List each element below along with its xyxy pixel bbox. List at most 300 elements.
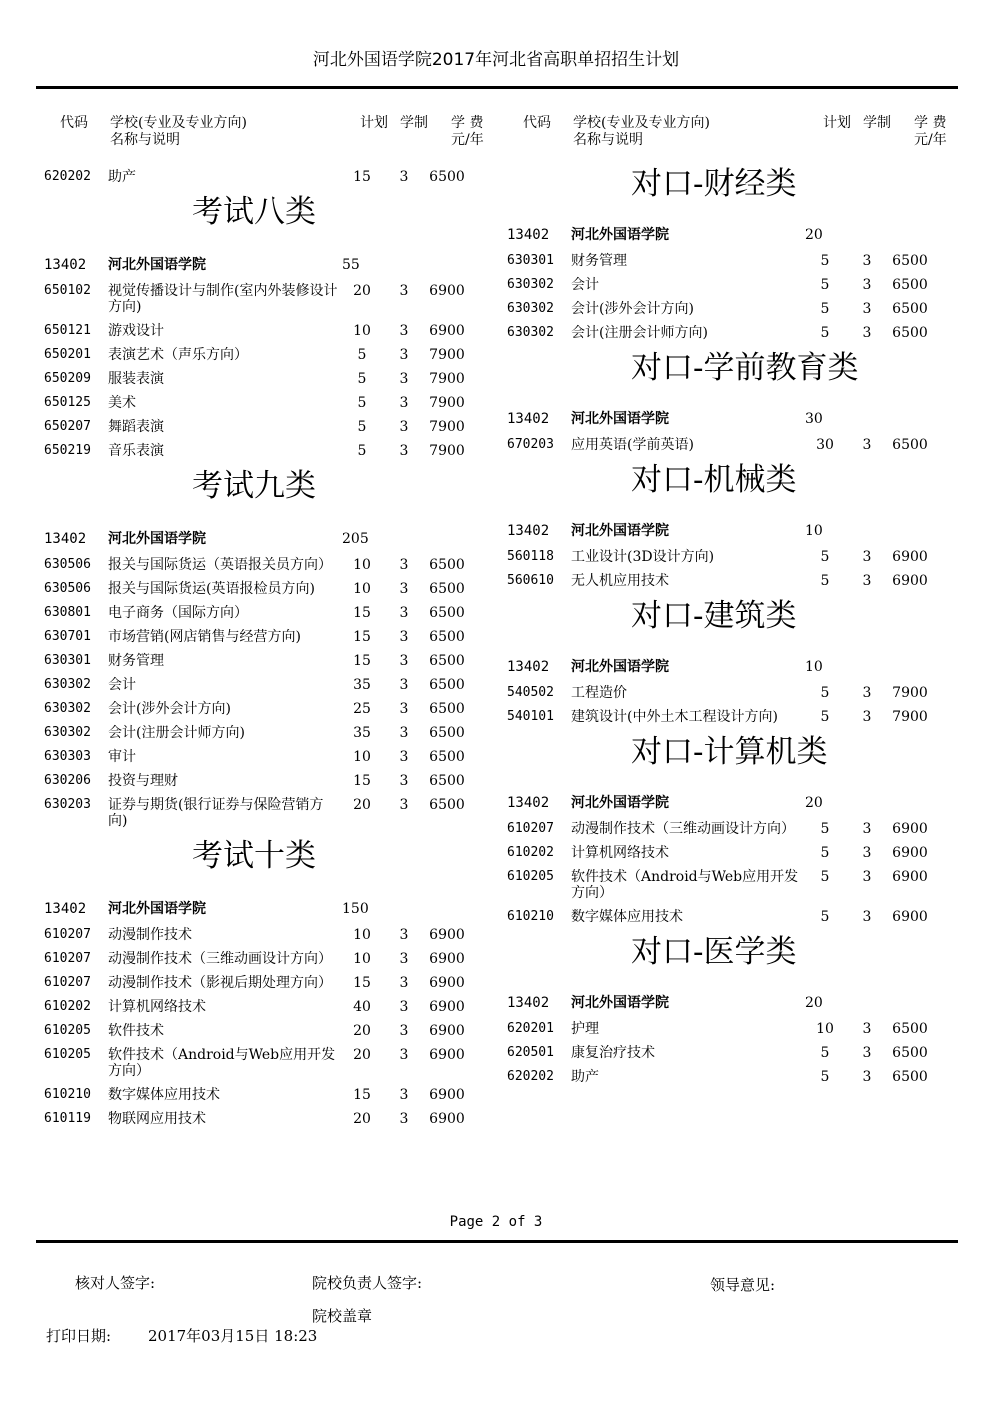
major-name-cell: 投资与理财 — [108, 773, 178, 789]
plan-cell: 15 — [353, 773, 371, 789]
principal-signature-label: 院校负责人签字: — [312, 1274, 423, 1292]
years-cell: 3 — [399, 999, 409, 1015]
table-row — [38, 553, 493, 577]
fee-cell: 7900 — [429, 395, 465, 411]
table-row — [38, 793, 493, 833]
school-name-cell: 河北外国语学院 — [108, 257, 206, 273]
plan-cell: 10 — [353, 557, 371, 573]
plan-cell: 55 — [342, 257, 360, 273]
checker-signature-label: 核对人签字: — [75, 1274, 156, 1292]
code-cell: 540101 — [507, 709, 554, 724]
years-cell: 3 — [862, 821, 872, 837]
fee-cell: 6900 — [892, 909, 928, 925]
fee-cell: 6900 — [429, 1087, 465, 1103]
years-cell: 3 — [862, 1069, 872, 1085]
plan-cell: 35 — [353, 725, 371, 741]
major-name-cell: 会计(注册会计师方向) — [108, 725, 245, 741]
fee-cell: 6900 — [892, 845, 928, 861]
plan-cell: 15 — [353, 1087, 371, 1103]
fee-cell: 6500 — [429, 677, 465, 693]
table-row — [38, 721, 493, 745]
top-rule — [36, 86, 958, 89]
major-name-cell: 数字媒体应用技术 — [571, 909, 683, 925]
plan-cell: 20 — [353, 1111, 371, 1127]
major-name-cell: 报关与国际货运（英语报关员方向） — [108, 557, 332, 573]
years-cell: 3 — [399, 283, 409, 299]
years-cell: 3 — [399, 653, 409, 669]
plan-cell: 20 — [353, 283, 371, 299]
plan-cell: 5 — [820, 1045, 830, 1061]
years-cell: 3 — [862, 549, 872, 565]
plan-cell: 5 — [357, 371, 367, 387]
years-cell: 3 — [399, 323, 409, 339]
major-name-cell: 财务管理 — [571, 253, 627, 269]
table-row — [38, 279, 493, 319]
years-cell: 3 — [399, 725, 409, 741]
table-row — [38, 971, 493, 995]
category-heading: 对口-计算机类 — [631, 734, 828, 770]
years-cell: 3 — [399, 975, 409, 991]
school-name-cell: 河北外国语学院 — [571, 411, 669, 427]
code-cell: 630302 — [507, 301, 554, 316]
major-name-cell: 审计 — [108, 749, 136, 765]
table-row — [501, 865, 956, 905]
major-name-cell: 数字媒体应用技术 — [108, 1087, 220, 1103]
school-row — [38, 525, 493, 553]
plan-cell: 5 — [357, 347, 367, 363]
plan-cell: 20 — [805, 995, 823, 1011]
header-years: 学制 — [863, 115, 891, 131]
major-name-cell: 市场营销(网店销售与经营方向) — [108, 629, 301, 645]
years-cell: 3 — [399, 927, 409, 943]
category-heading: 考试八类 — [192, 194, 316, 230]
plan-cell: 20 — [805, 795, 823, 811]
table-row — [38, 391, 493, 415]
table-row — [501, 569, 956, 593]
print-date-label: 打印日期: — [46, 1327, 112, 1345]
plan-cell: 5 — [820, 253, 830, 269]
code-cell: 610205 — [44, 1047, 91, 1062]
school-row — [38, 251, 493, 279]
right-table-header — [501, 115, 956, 165]
major-name-cell: 会计(涉外会计方向) — [108, 701, 231, 717]
table-row — [501, 905, 956, 929]
plan-cell: 10 — [353, 581, 371, 597]
code-cell: 610207 — [44, 927, 91, 942]
plan-cell: 5 — [820, 709, 830, 725]
plan-cell: 5 — [357, 443, 367, 459]
years-cell: 3 — [399, 605, 409, 621]
years-cell: 3 — [862, 253, 872, 269]
code-cell: 630206 — [44, 773, 91, 788]
school-seal-label: 院校盖章 — [312, 1307, 373, 1325]
major-name-cell: 视觉传播设计与制作(室内外装修设计方向) — [108, 283, 338, 315]
major-name-cell: 动漫制作技术（三维动画设计方向） — [571, 821, 795, 837]
school-name-cell: 河北外国语学院 — [571, 659, 669, 675]
category-heading: 对口-财经类 — [631, 166, 797, 202]
table-row — [38, 439, 493, 463]
page-number: Page 2 of 3 — [449, 1214, 543, 1230]
major-name-cell: 计算机网络技术 — [571, 845, 669, 861]
years-cell: 3 — [399, 419, 409, 435]
code-cell: 630801 — [44, 605, 91, 620]
plan-cell: 10 — [805, 523, 823, 539]
fee-cell: 6500 — [892, 1069, 928, 1085]
major-name-cell: 应用英语(学前英语) — [571, 437, 694, 453]
table-row — [38, 165, 493, 189]
plan-cell: 25 — [353, 701, 371, 717]
fee-cell: 7900 — [892, 685, 928, 701]
code-cell: 610205 — [44, 1023, 91, 1038]
fee-cell: 6500 — [892, 1021, 928, 1037]
code-cell: 610202 — [507, 845, 554, 860]
table-row — [38, 995, 493, 1019]
school-name-cell: 河北外国语学院 — [108, 901, 206, 917]
table-row — [38, 769, 493, 793]
plan-cell: 20 — [353, 797, 371, 813]
table-row — [38, 343, 493, 367]
years-cell: 3 — [862, 437, 872, 453]
years-cell: 3 — [399, 347, 409, 363]
code-cell: 560118 — [507, 549, 554, 564]
fee-cell: 6500 — [429, 749, 465, 765]
major-name-cell: 工程造价 — [571, 685, 627, 701]
years-cell: 3 — [399, 557, 409, 573]
years-cell: 3 — [399, 395, 409, 411]
code-cell: 650121 — [44, 323, 91, 338]
fee-cell: 6500 — [429, 557, 465, 573]
plan-cell: 30 — [816, 437, 834, 453]
major-name-cell: 会计 — [108, 677, 136, 693]
fee-cell: 6500 — [429, 773, 465, 789]
code-cell: 13402 — [44, 257, 87, 273]
years-cell: 3 — [862, 709, 872, 725]
table-row — [501, 841, 956, 865]
fee-cell: 7900 — [429, 347, 465, 363]
code-cell: 13402 — [507, 995, 550, 1011]
table-row — [38, 415, 493, 439]
table-row — [38, 1019, 493, 1043]
fee-cell: 6900 — [429, 1111, 465, 1127]
major-name-cell: 助产 — [108, 169, 136, 185]
plan-cell: 5 — [357, 395, 367, 411]
fee-cell: 6900 — [892, 869, 928, 885]
fee-cell: 6500 — [892, 325, 928, 341]
table-row — [501, 817, 956, 841]
school-row — [501, 405, 956, 433]
category-heading: 对口-学前教育类 — [631, 350, 859, 386]
code-cell: 620202 — [507, 1069, 554, 1084]
fee-cell: 6900 — [429, 1047, 465, 1063]
fee-cell: 7900 — [892, 709, 928, 725]
plan-cell: 205 — [342, 531, 369, 547]
code-cell: 650207 — [44, 419, 91, 434]
major-name-cell: 会计(涉外会计方向) — [571, 301, 694, 317]
fee-cell: 6500 — [429, 797, 465, 813]
header-fee-line1: 学 费 — [451, 115, 484, 131]
header-code: 代码 — [60, 115, 88, 131]
major-name-cell: 建筑设计(中外土木工程设计方向) — [571, 709, 778, 725]
plan-cell: 15 — [353, 975, 371, 991]
plan-cell: 150 — [342, 901, 369, 917]
table-row — [501, 1065, 956, 1089]
code-cell: 610205 — [507, 869, 554, 884]
major-name-cell: 康复治疗技术 — [571, 1045, 655, 1061]
header-fee-line1: 学 费 — [914, 115, 947, 131]
table-row — [501, 321, 956, 345]
fee-cell: 6900 — [429, 283, 465, 299]
years-cell: 3 — [862, 845, 872, 861]
plan-cell: 5 — [820, 573, 830, 589]
table-row — [38, 745, 493, 769]
fee-cell: 6500 — [429, 605, 465, 621]
years-cell: 3 — [399, 749, 409, 765]
major-name-cell: 软件技术（Android与Web应用开发方向） — [571, 869, 799, 901]
school-name-cell: 河北外国语学院 — [571, 995, 669, 1011]
years-cell: 3 — [399, 951, 409, 967]
fee-cell: 6500 — [892, 277, 928, 293]
plan-cell: 15 — [353, 653, 371, 669]
code-cell: 13402 — [507, 523, 550, 539]
school-row — [501, 221, 956, 249]
major-name-cell: 工业设计(3D设计方向) — [571, 549, 715, 565]
years-cell: 3 — [862, 869, 872, 885]
plan-cell: 10 — [353, 323, 371, 339]
years-cell: 3 — [862, 1045, 872, 1061]
major-name-cell: 动漫制作技术（影视后期处理方向） — [108, 975, 332, 991]
table-row — [38, 577, 493, 601]
table-row — [38, 673, 493, 697]
years-cell: 3 — [399, 773, 409, 789]
right-column — [501, 115, 956, 1089]
school-name-cell: 河北外国语学院 — [571, 795, 669, 811]
fee-cell: 6900 — [429, 975, 465, 991]
table-row — [38, 923, 493, 947]
code-cell: 560610 — [507, 573, 554, 588]
plan-cell: 5 — [820, 909, 830, 925]
years-cell: 3 — [399, 629, 409, 645]
major-name-cell: 无人机应用技术 — [571, 573, 669, 589]
table-row — [38, 601, 493, 625]
school-name-cell: 河北外国语学院 — [571, 523, 669, 539]
table-row — [501, 681, 956, 705]
major-name-cell: 物联网应用技术 — [108, 1111, 206, 1127]
fee-cell: 6500 — [892, 301, 928, 317]
category-heading: 对口-机械类 — [631, 462, 797, 498]
print-date: 2017年03月15日 18:23 — [148, 1327, 318, 1345]
category-heading: 考试九类 — [192, 468, 316, 504]
fee-cell: 6900 — [429, 951, 465, 967]
years-cell: 3 — [862, 909, 872, 925]
code-cell: 630203 — [44, 797, 91, 812]
category-heading: 对口-建筑类 — [631, 598, 797, 634]
table-row — [501, 705, 956, 729]
years-cell: 3 — [862, 685, 872, 701]
years-cell: 3 — [399, 1111, 409, 1127]
fee-cell: 6900 — [892, 821, 928, 837]
plan-cell: 5 — [357, 419, 367, 435]
code-cell: 670203 — [507, 437, 554, 452]
years-cell: 3 — [399, 677, 409, 693]
plan-cell: 20 — [805, 227, 823, 243]
right-table-body — [501, 165, 956, 1089]
header-school-line2: 名称与说明 — [110, 132, 180, 148]
code-cell: 630302 — [44, 677, 91, 692]
fee-cell: 6900 — [429, 323, 465, 339]
table-row — [38, 1043, 493, 1083]
fee-cell: 6900 — [892, 573, 928, 589]
years-cell: 3 — [399, 371, 409, 387]
fee-cell: 6500 — [429, 701, 465, 717]
left-table-body — [38, 165, 493, 1131]
page-title: 河北外国语学院2017年河北省高职单招招生计划 — [312, 50, 680, 70]
plan-cell: 10 — [816, 1021, 834, 1037]
fee-cell: 6900 — [892, 549, 928, 565]
fee-cell: 6500 — [892, 253, 928, 269]
plan-cell: 5 — [820, 869, 830, 885]
code-cell: 630302 — [44, 725, 91, 740]
header-school-line1: 学校(专业及专业方向) — [110, 115, 247, 131]
years-cell: 3 — [399, 1087, 409, 1103]
code-cell: 630701 — [44, 629, 91, 644]
code-cell: 13402 — [44, 531, 87, 547]
code-cell: 13402 — [44, 901, 87, 917]
code-cell: 13402 — [507, 795, 550, 811]
code-cell: 630302 — [44, 701, 91, 716]
major-name-cell: 动漫制作技术（三维动画设计方向） — [108, 951, 332, 967]
code-cell: 540502 — [507, 685, 554, 700]
header-years: 学制 — [400, 115, 428, 131]
left-column — [38, 115, 493, 1131]
table-row — [501, 545, 956, 569]
plan-cell: 10 — [353, 951, 371, 967]
header-code: 代码 — [523, 115, 551, 131]
years-cell: 3 — [399, 443, 409, 459]
header-school-line2: 名称与说明 — [573, 132, 643, 148]
years-cell: 3 — [862, 1021, 872, 1037]
code-cell: 610119 — [44, 1111, 91, 1126]
plan-cell: 5 — [820, 845, 830, 861]
plan-cell: 40 — [353, 999, 371, 1015]
code-cell: 610210 — [44, 1087, 91, 1102]
fee-cell: 7900 — [429, 419, 465, 435]
code-cell: 13402 — [507, 227, 550, 243]
table-row — [38, 1083, 493, 1107]
years-cell: 3 — [862, 301, 872, 317]
years-cell: 3 — [399, 1047, 409, 1063]
years-cell: 3 — [399, 1023, 409, 1039]
years-cell: 3 — [399, 169, 409, 185]
major-name-cell: 证券与期货(银行证券与保险营销方向) — [108, 797, 324, 829]
code-cell: 610202 — [44, 999, 91, 1014]
table-row — [38, 649, 493, 673]
school-row — [501, 517, 956, 545]
major-name-cell: 表演艺术（声乐方向） — [108, 347, 248, 363]
years-cell: 3 — [862, 277, 872, 293]
fee-cell: 7900 — [429, 443, 465, 459]
plan-cell: 5 — [820, 1069, 830, 1085]
school-name-cell: 河北外国语学院 — [571, 227, 669, 243]
major-name-cell: 游戏设计 — [108, 323, 164, 339]
code-cell: 650125 — [44, 395, 91, 410]
fee-cell: 6900 — [429, 999, 465, 1015]
school-row — [501, 789, 956, 817]
code-cell: 630506 — [44, 557, 91, 572]
code-cell: 610207 — [507, 821, 554, 836]
years-cell: 3 — [399, 581, 409, 597]
major-name-cell: 护理 — [571, 1021, 599, 1037]
major-name-cell: 助产 — [571, 1069, 599, 1085]
header-plan: 计划 — [360, 115, 388, 131]
school-row — [501, 989, 956, 1017]
fee-cell: 6900 — [429, 927, 465, 943]
major-name-cell: 会计 — [571, 277, 599, 293]
table-row — [38, 947, 493, 971]
plan-cell: 5 — [820, 549, 830, 565]
school-row — [501, 653, 956, 681]
plan-cell: 15 — [353, 605, 371, 621]
code-cell: 650219 — [44, 443, 91, 458]
major-name-cell: 财务管理 — [108, 653, 164, 669]
code-cell: 13402 — [507, 411, 550, 427]
plan-cell: 30 — [805, 411, 823, 427]
table-row — [501, 273, 956, 297]
plan-cell: 10 — [353, 749, 371, 765]
fee-cell: 6500 — [429, 169, 465, 185]
code-cell: 630506 — [44, 581, 91, 596]
code-cell: 610207 — [44, 975, 91, 990]
header-fee-line2: 元/年 — [451, 132, 484, 148]
leader-opinion-label: 领导意见: — [710, 1276, 776, 1294]
code-cell: 620501 — [507, 1045, 554, 1060]
code-cell: 13402 — [507, 659, 550, 675]
table-row — [501, 249, 956, 273]
plan-cell: 5 — [820, 277, 830, 293]
fee-cell: 6500 — [429, 653, 465, 669]
code-cell: 630303 — [44, 749, 91, 764]
plan-cell: 5 — [820, 301, 830, 317]
fee-cell: 6500 — [429, 581, 465, 597]
table-row — [38, 1107, 493, 1131]
fee-cell: 7900 — [429, 371, 465, 387]
major-name-cell: 软件技术 — [108, 1023, 164, 1039]
table-row — [501, 1041, 956, 1065]
years-cell: 3 — [862, 573, 872, 589]
fee-cell: 6500 — [429, 725, 465, 741]
plan-cell: 5 — [820, 821, 830, 837]
school-name-cell: 河北外国语学院 — [108, 531, 206, 547]
years-cell: 3 — [399, 797, 409, 813]
category-heading: 对口-医学类 — [631, 934, 797, 970]
code-cell: 630302 — [507, 277, 554, 292]
code-cell: 630301 — [507, 253, 554, 268]
bottom-rule — [36, 1240, 958, 1243]
plan-cell: 5 — [820, 325, 830, 341]
years-cell: 3 — [862, 325, 872, 341]
plan-cell: 20 — [353, 1047, 371, 1063]
plan-cell: 20 — [353, 1023, 371, 1039]
major-name-cell: 美术 — [108, 395, 136, 411]
table-row — [501, 433, 956, 457]
code-cell: 620201 — [507, 1021, 554, 1036]
table-row — [38, 319, 493, 343]
school-row — [38, 895, 493, 923]
code-cell: 650201 — [44, 347, 91, 362]
years-cell: 3 — [399, 701, 409, 717]
plan-cell: 35 — [353, 677, 371, 693]
fee-cell: 6500 — [429, 629, 465, 645]
table-row — [501, 1017, 956, 1041]
